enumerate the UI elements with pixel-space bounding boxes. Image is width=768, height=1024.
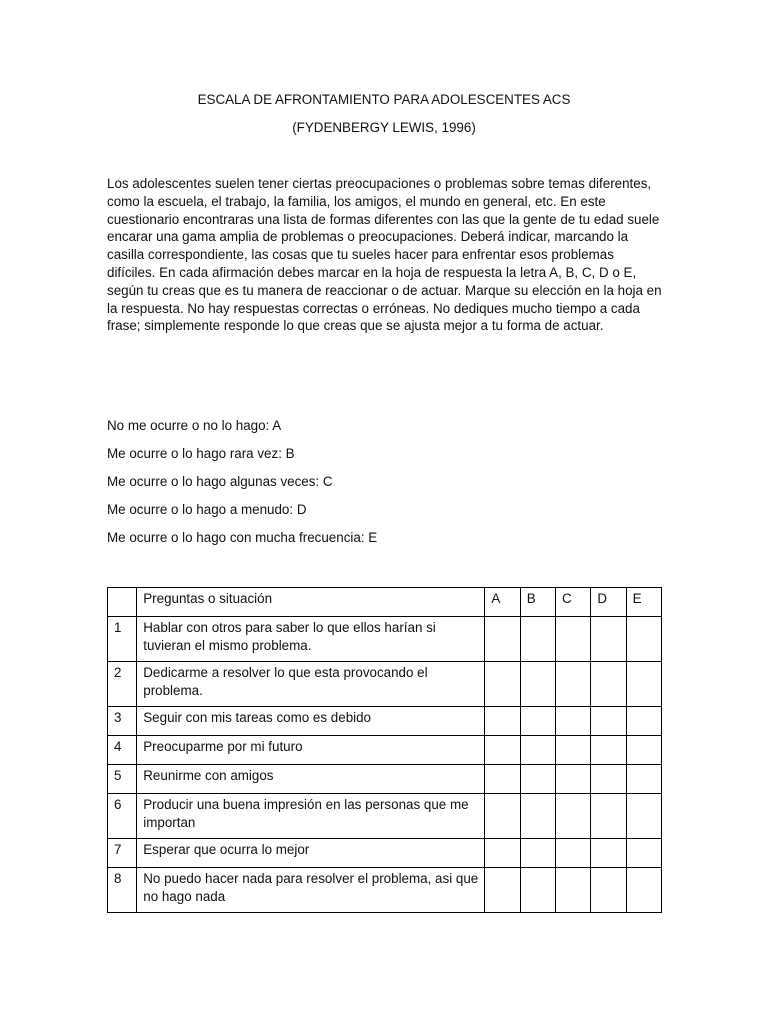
row-number: 3 [108, 707, 137, 736]
answer-cell-a[interactable] [485, 794, 520, 839]
row-question: Dedicarme a resolver lo que esta provocando el problema. [137, 662, 485, 707]
table-row [108, 794, 662, 839]
answer-cell-a[interactable] [485, 765, 520, 794]
table-row [108, 839, 662, 868]
row-question: Seguir con mis tareas como es debido [137, 707, 485, 736]
table-row [108, 707, 662, 736]
legend-item-a: No me ocurre o no lo hago: A [107, 418, 282, 433]
table-header-row [108, 588, 662, 617]
row-number: 8 [108, 868, 137, 913]
legend-item-c: Me ocurre o lo hago algunas veces: C [107, 474, 333, 489]
answer-cell-b[interactable] [520, 662, 555, 707]
table-row [108, 868, 662, 913]
questionnaire-table [107, 587, 662, 913]
answer-cell-b[interactable] [520, 794, 555, 839]
row-question: Esperar que ocurra lo mejor [137, 839, 485, 868]
answer-legend [107, 418, 667, 558]
answer-cell-e[interactable] [626, 794, 661, 839]
answer-cell-e[interactable] [626, 707, 661, 736]
row-number: 5 [108, 765, 137, 794]
answer-cell-d[interactable] [591, 662, 626, 707]
answer-cell-a[interactable] [485, 617, 520, 662]
row-number: 2 [108, 662, 137, 707]
answer-cell-a[interactable] [485, 707, 520, 736]
header-option-d: D [591, 588, 626, 617]
answer-cell-c[interactable] [556, 794, 591, 839]
answer-cell-b[interactable] [520, 736, 555, 765]
header-option-e: E [626, 588, 661, 617]
answer-cell-d[interactable] [591, 765, 626, 794]
row-number: 4 [108, 736, 137, 765]
answer-cell-a[interactable] [485, 868, 520, 913]
table-row [108, 617, 662, 662]
answer-cell-e[interactable] [626, 617, 661, 662]
answer-cell-c[interactable] [556, 868, 591, 913]
document-title: ESCALA DE AFRONTAMIENTO PARA ADOLESCENTES ACS [197, 92, 571, 107]
row-question: No puedo hacer nada para resolver el problema, asi que no hago nada [137, 868, 485, 913]
answer-cell-d[interactable] [591, 736, 626, 765]
answer-cell-d[interactable] [591, 868, 626, 913]
answer-cell-d[interactable] [591, 707, 626, 736]
answer-cell-d[interactable] [591, 794, 626, 839]
answer-cell-e[interactable] [626, 868, 661, 913]
answer-cell-b[interactable] [520, 868, 555, 913]
answer-cell-d[interactable] [591, 839, 626, 868]
answer-cell-b[interactable] [520, 617, 555, 662]
header-option-a: A [485, 588, 520, 617]
legend-item-d: Me ocurre o lo hago a menudo: D [107, 502, 307, 517]
row-question: Preocuparme por mi futuro [137, 736, 485, 765]
answer-cell-b[interactable] [520, 765, 555, 794]
answer-cell-c[interactable] [556, 617, 591, 662]
answer-cell-e[interactable] [626, 839, 661, 868]
answer-cell-a[interactable] [485, 662, 520, 707]
header-option-b: B [520, 588, 555, 617]
answer-cell-a[interactable] [485, 839, 520, 868]
answer-cell-c[interactable] [556, 839, 591, 868]
answer-cell-c[interactable] [556, 662, 591, 707]
answer-cell-c[interactable] [556, 765, 591, 794]
document-subtitle: (FYDENBERGY LEWIS, 1996) [292, 120, 476, 135]
legend-item-e: Me ocurre o lo hago con mucha frecuencia: E [107, 530, 378, 545]
header-number-cell [108, 588, 137, 617]
answer-cell-e[interactable] [626, 765, 661, 794]
legend-item-b: Me ocurre o lo hago rara vez: B [107, 446, 295, 461]
answer-cell-b[interactable] [520, 707, 555, 736]
answer-cell-c[interactable] [556, 707, 591, 736]
answer-cell-c[interactable] [556, 736, 591, 765]
table-row [108, 662, 662, 707]
intro-paragraph: Los adolescentes suelen tener ciertas preocupaciones o problemas sobre temas diferentes, como la escuela, el trabajo, la familia, los amigos, el mundo en general, etc. En este cuestionario encontraras una lista de formas diferentes con las que la gente de tu edad suele encarar una gama amplia de problemas o preocupaciones. Deberá indicar, marcando la casilla correspondiente, las cosas que tu sueles hacer para enfrentar esos problemas difíciles. En cada afirmación debes marcar en la hoja de respuesta la letra A, B, C, D o E, según tu creas que es tu manera de reaccionar o de actuar. Marque su elección en la hoja en la respuesta. No hay respuestas correctas o erróneas. No dediques mucho tiempo a cada frase; simplemente responde lo que creas que se ajusta mejor a tu forma de actuar. [107, 176, 662, 334]
header-option-c: C [556, 588, 591, 617]
row-question: Reunirme con amigos [137, 765, 485, 794]
table-row [108, 736, 662, 765]
answer-cell-d[interactable] [591, 617, 626, 662]
answer-cell-b[interactable] [520, 839, 555, 868]
row-number: 1 [108, 617, 137, 662]
answer-cell-e[interactable] [626, 662, 661, 707]
header-question-cell: Preguntas o situación [137, 588, 485, 617]
row-question: Producir una buena impresión en las personas que me importan [137, 794, 485, 839]
row-number: 6 [108, 794, 137, 839]
row-number: 7 [108, 839, 137, 868]
row-question: Hablar con otros para saber lo que ellos harían si tuvieran el mismo problema. [137, 617, 485, 662]
answer-cell-a[interactable] [485, 736, 520, 765]
answer-cell-e[interactable] [626, 736, 661, 765]
table-row [108, 765, 662, 794]
